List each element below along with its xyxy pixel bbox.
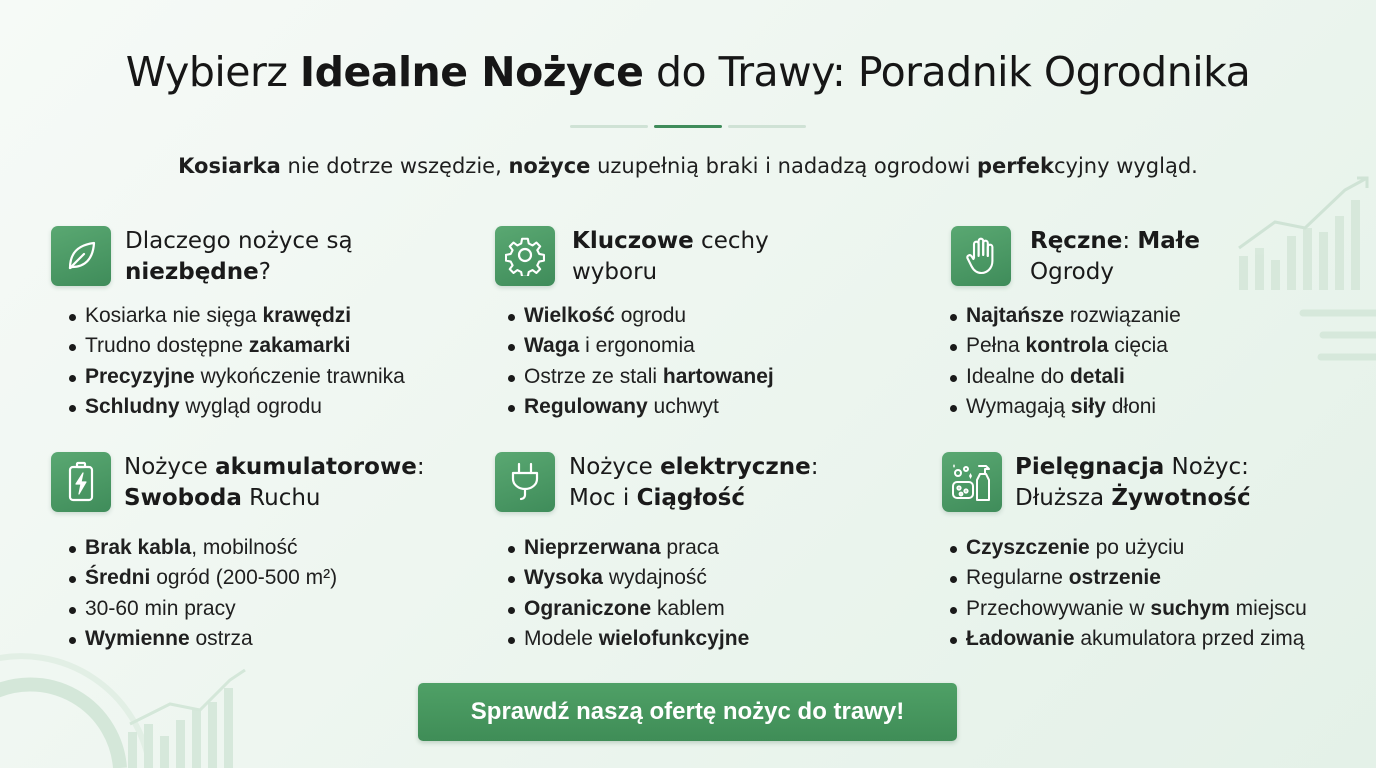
heading-strong: Kluczowe	[572, 228, 694, 254]
heading-line-1: Dlaczego nożyce są	[125, 228, 353, 254]
list-item: Modele wielofunkcyjne	[506, 624, 749, 654]
title-divider-left	[570, 125, 648, 128]
bullet-list	[67, 301, 405, 422]
page-title	[0, 48, 1376, 96]
heading-strong: elektryczne	[660, 454, 811, 480]
list-item: Waga i ergonomia	[506, 331, 774, 361]
heading-line-2: ?	[258, 259, 271, 285]
cleaning-spray-icon	[942, 452, 1002, 512]
title-bold: Idealne Nożyce	[299, 48, 644, 96]
subtitle-strong-2: nożyce	[508, 154, 591, 178]
list-item: Precyzyjne wykończenie trawnika	[67, 362, 405, 392]
title-post: do Trawy: Poradnik Ogrodnika	[643, 48, 1251, 96]
heading-strong-2: Swoboda	[124, 485, 242, 511]
list-item: Czyszczenie po użyciu	[948, 533, 1307, 563]
list-item: Brak kabla, mobilność	[67, 533, 337, 563]
heading-strong-2: Ciągłość	[636, 485, 745, 511]
list-item: Wymienne ostrza	[67, 624, 337, 654]
check-offer-button[interactable]: Sprawdź naszą ofertę nożyc do trawy!	[418, 683, 957, 741]
heading-line-2: Dłuższa	[1015, 485, 1112, 511]
leaf-icon	[51, 226, 111, 286]
heading-line-1: Nożyc:	[1164, 454, 1249, 480]
list-item: Pełna kontrola cięcia	[948, 331, 1181, 361]
bullet-list	[948, 301, 1181, 422]
bullet-list	[506, 301, 774, 422]
heading-strong: Ręczne	[1030, 228, 1123, 254]
heading-strong: niezbędne	[125, 259, 259, 285]
list-item: 30-60 min pracy	[67, 594, 337, 624]
list-item: Trudno dostępne zakamarki	[67, 331, 405, 361]
list-item: Przechowywanie w suchym miejscu	[948, 594, 1307, 624]
list-item: Wysoka wydajność	[506, 563, 749, 593]
heading-strong-2: Żywotność	[1111, 485, 1251, 511]
subtitle-text-2: uzupełnią braki i nadadzą ogrodowi	[590, 154, 977, 178]
list-item: Regulowany uchwyt	[506, 392, 774, 422]
card-heading	[124, 452, 425, 514]
subtitle-strong-3: perfek	[977, 154, 1054, 178]
heading-colon: :	[416, 454, 425, 480]
card-heading	[572, 226, 769, 288]
subtitle	[0, 154, 1376, 178]
card-heading	[125, 226, 353, 288]
heading-colon: :	[810, 454, 819, 480]
heading-line-2: Moc i	[569, 485, 637, 511]
list-item: Regularne ostrzenie	[948, 563, 1307, 593]
subtitle-text-3: cyjny wygląd.	[1053, 154, 1198, 178]
heading-line-2: Ogrody	[1030, 259, 1114, 285]
heading-separator: :	[1122, 228, 1138, 254]
list-item: Najtańsze rozwiązanie	[948, 301, 1181, 331]
card-heading	[1030, 226, 1200, 288]
title-divider-center	[654, 125, 722, 128]
background-growth-chart-left	[0, 640, 260, 768]
heading-line-2: wyboru	[572, 259, 658, 285]
heading-strong: Pielęgnacja	[1015, 454, 1165, 480]
list-item: Kosiarka nie sięga krawędzi	[67, 301, 405, 331]
subtitle-strong-1: Kosiarka	[178, 154, 281, 178]
heading-strong: akumulatorowe	[215, 454, 417, 480]
background-growth-chart-right	[1225, 170, 1376, 370]
list-item: Ograniczone kablem	[506, 594, 749, 624]
card-heading	[1015, 452, 1251, 514]
battery-icon	[51, 452, 111, 512]
subtitle-text-1: nie dotrze wszędzie,	[280, 154, 509, 178]
title-pre: Wybierz	[125, 48, 300, 96]
list-item: Ostrze ze stali hartowanej	[506, 362, 774, 392]
card-heading	[569, 452, 819, 514]
gear-icon	[495, 226, 555, 286]
heading-line-1: Nożyce	[569, 454, 661, 480]
heading-line-2: Ruchu	[241, 485, 321, 511]
list-item: Ładowanie akumulatora przed zimą	[948, 624, 1307, 654]
hand-icon	[951, 226, 1011, 286]
list-item: Średni ogród (200-500 m²)	[67, 563, 337, 593]
bullet-list	[506, 533, 749, 654]
heading-strong-2: Małe	[1137, 228, 1200, 254]
heading-line-1: cechy	[693, 228, 769, 254]
list-item: Wielkość ogrodu	[506, 301, 774, 331]
list-item: Nieprzerwana praca	[506, 533, 749, 563]
list-item: Wymagają siły dłoni	[948, 392, 1181, 422]
plug-icon	[495, 452, 555, 512]
bullet-list	[948, 533, 1307, 654]
list-item: Idealne do detali	[948, 362, 1181, 392]
bullet-list	[67, 533, 337, 654]
title-divider-right	[728, 125, 806, 128]
list-item: Schludny wygląd ogrodu	[67, 392, 405, 422]
heading-line-1: Nożyce	[124, 454, 216, 480]
